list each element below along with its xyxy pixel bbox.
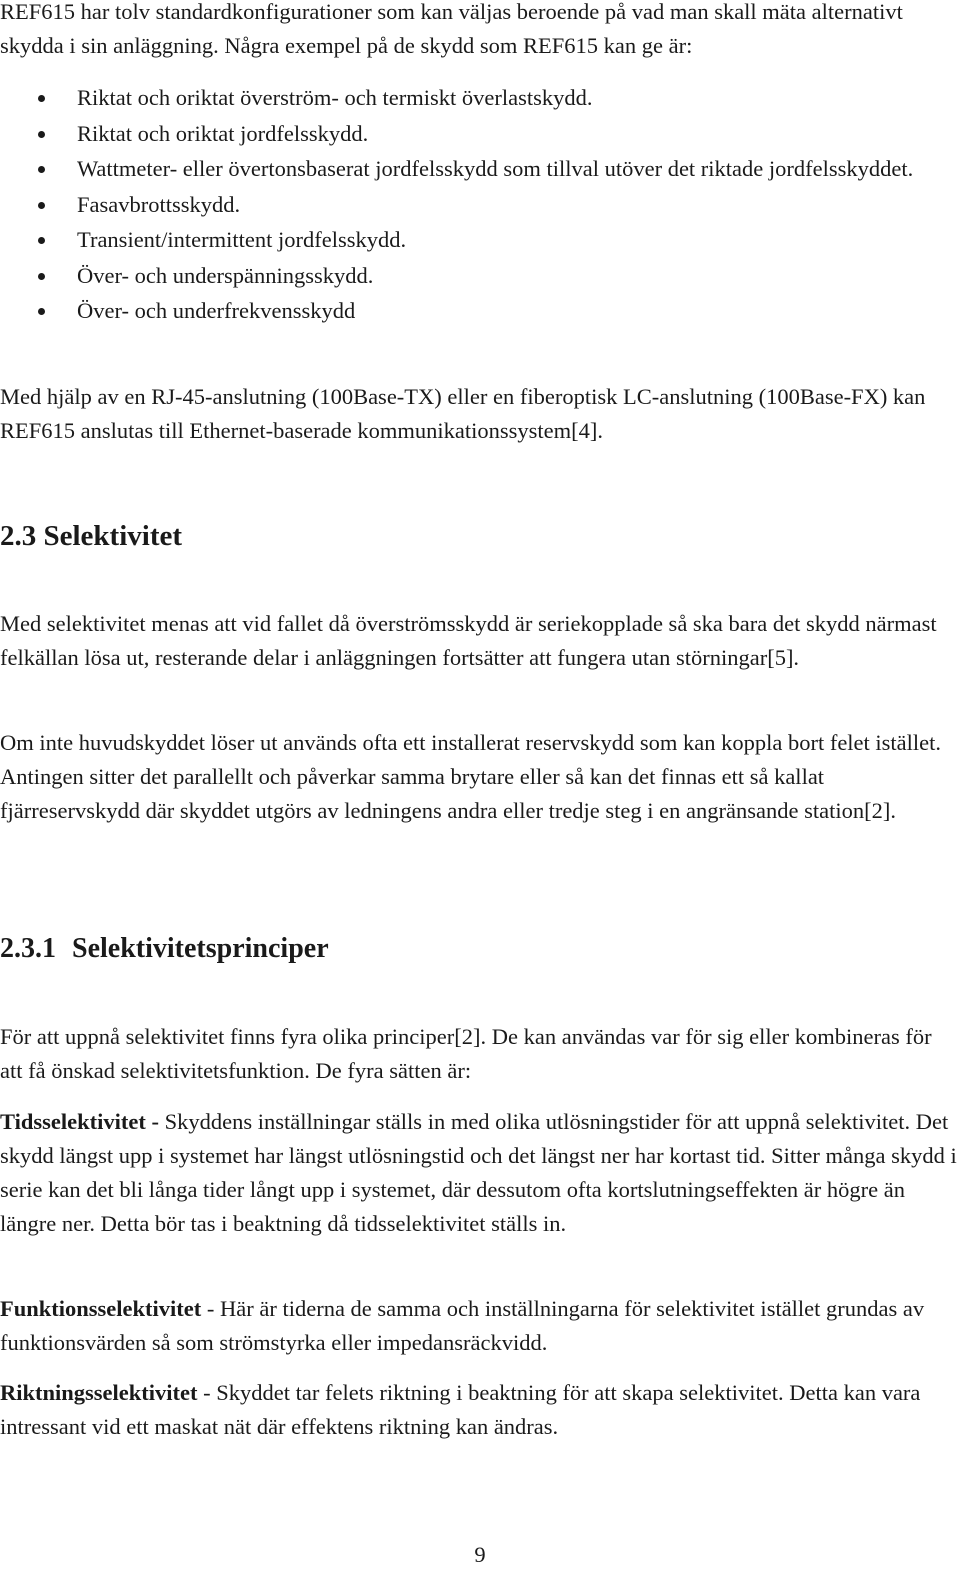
principle-term: Riktningsselektivitet — [0, 1380, 198, 1405]
function-selectivity-paragraph — [0, 1292, 958, 1360]
principle-text: - Skyddet tar felets riktning i beaktning för att skapa selektivitet. Detta kan vara intressant vid ett maskat nät där effektens riktning kan ändras. — [0, 1380, 921, 1439]
principle-text: - Här är tiderna de samma och inställningarna för selektivitet istället grundas av funktionsvärden så som strömstyrka eller impedansräckvidd. — [0, 1296, 925, 1355]
list-item: Riktat och oriktat jordfelsskydd. — [0, 116, 958, 152]
direction-selectivity-paragraph — [0, 1376, 958, 1444]
list-item: Riktat och oriktat överström- och termiskt överlastskydd. — [0, 80, 958, 116]
subsection-heading — [0, 931, 329, 967]
subsection-title: Selektivitetsprinciper — [72, 933, 329, 964]
list-item: Fasavbrottsskydd. — [0, 187, 958, 223]
principle-term: Tidsselektivitet - — [0, 1109, 159, 1134]
protection-list — [0, 80, 958, 329]
page-number: 9 — [474, 1542, 486, 1567]
principle-term: Funktionsselektivitet — [0, 1296, 202, 1321]
list-item: Över- och underspänningsskydd. — [0, 258, 958, 294]
principle-text: Skyddens inställningar ställs in med olika utlösningstider för att uppnå selektivitet. Det skydd längst upp i systemet har längst utlösningstid och det längst ner har kortast tid. Sitter många skydd i serie kan det bli långa tider långt upp i systemet, där dessutom ofta kortslutningseffekten är högre än längre ner. Detta bör tas i beaktning då tidsselektivitet ställs in. — [0, 1109, 957, 1236]
principles-intro-paragraph: För att uppnå selektivitet finns fyra olika principer[2]. De kan användas var för sig eller kombineras för att få önskad selektivitetsfunktion. De fyra sätten är: — [0, 1024, 932, 1083]
intro-paragraph: REF615 har tolv standardkonfigurationer som kan väljas beroende på vad man skall mäta alternativt skydda i sin anläggning. Några exempel på de skydd som REF615 kan ge är: — [0, 0, 903, 58]
list-item: Wattmeter- eller övertonsbaserat jordfelsskydd som tillval utöver det riktade jordfelsskyddet. — [0, 151, 958, 187]
section-heading: 2.3 Selektivitet — [0, 520, 183, 552]
backup-protection-paragraph: Om inte huvudskyddet löser ut används ofta ett installerat reservskydd som kan koppla bort felet istället. Antingen sitter det parallellt och påverkar samma brytare eller så kan det finnas ett så kallat fjärreservskydd där skyddet utgörs av ledningens andra eller tredje steg i en angränsande station[2]. — [0, 730, 942, 823]
ethernet-paragraph: Med hjälp av en RJ-45-anslutning (100Base-TX) eller en fiberoptisk LC-anslutning (100Base-FX) kan REF615 anslutas till Ethernet-baserade kommunikationssystem[4]. — [0, 384, 926, 443]
subsection-number: 2.3.1 — [0, 933, 56, 964]
list-item: Transient/intermittent jordfelsskydd. — [0, 222, 958, 258]
list-item: Över- och underfrekvensskydd — [0, 293, 958, 329]
time-selectivity-paragraph — [0, 1105, 958, 1241]
selectivity-paragraph: Med selektivitet menas att vid fallet då överströmsskydd är seriekopplade så ska bara det skydd närmast felkällan lösa ut, resterande delar i anläggningen fortsätter att fungera utan störningar[5]. — [0, 611, 937, 670]
